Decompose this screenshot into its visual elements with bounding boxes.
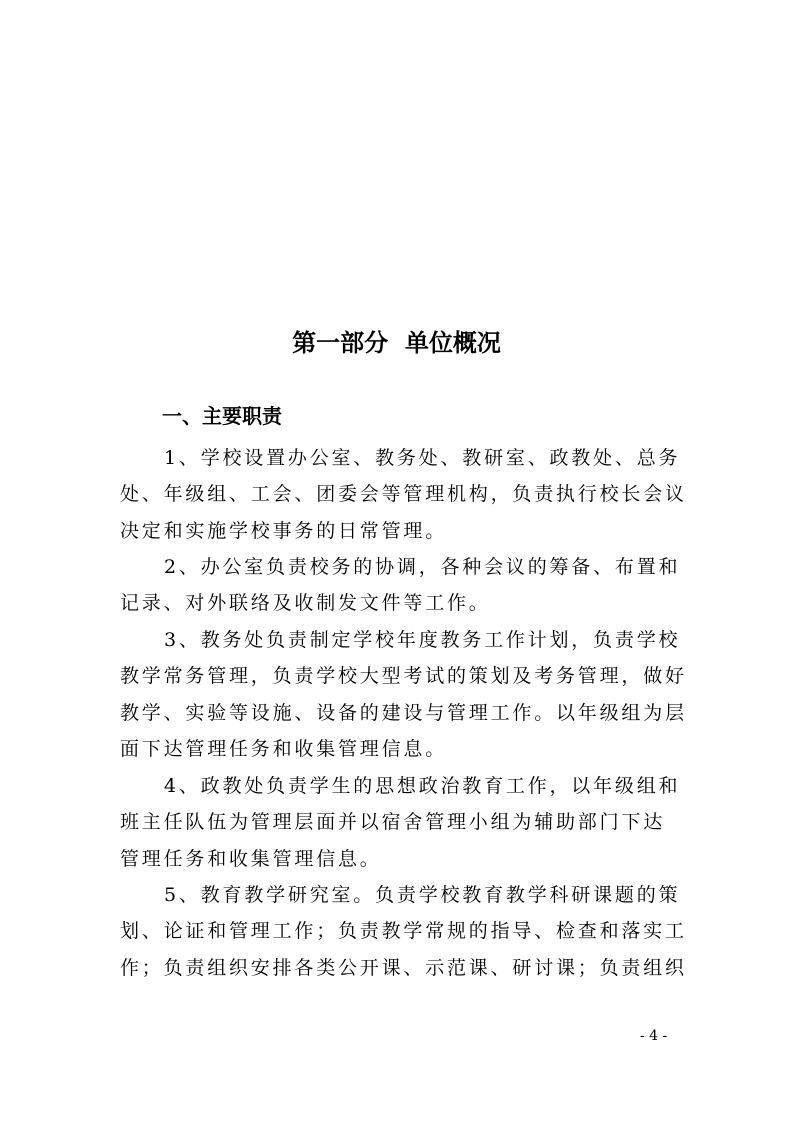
paragraph-line: 4、政教处负责学生的思想政治教育工作，以年级组和 xyxy=(164,775,681,797)
paragraph-line: 3、教务处负责制定学校年度教务工作计划，负责学校 xyxy=(164,629,681,651)
paragraph-line: 1、学校设置办公室、教务处、教研室、政教处、总务 xyxy=(164,447,681,469)
page-number: - 4 - xyxy=(640,1028,668,1044)
paragraph-2 xyxy=(120,549,680,622)
paragraph-line: 5、教育教学研究室。负责学校教育教学科研课题的策 xyxy=(164,884,681,906)
paragraph-line: 2、办公室负责校务的协调，各种会议的筹备、布置和 xyxy=(164,556,681,578)
paragraph-line: 面下达管理任务和收集管理信息。 xyxy=(120,738,448,761)
paragraph-line: 划、论证和管理工作；负责教学常规的指导、检查和落实工 xyxy=(120,920,687,943)
paragraph-5 xyxy=(120,877,687,986)
page-title: 第一部分 单位概况 xyxy=(292,329,501,357)
paragraph-4 xyxy=(120,768,680,877)
paragraph-line: 作；负责组织安排各类公开课、示范课、研讨课；负责组织 xyxy=(120,956,687,979)
paragraph-line: 记录、对外联络及收制发文件等工作。 xyxy=(120,592,491,615)
section-heading: 一、主要职责 xyxy=(162,404,282,428)
paragraph-line: 班主任队伍为管理层面并以宿舍管理小组为辅助部门下达 xyxy=(120,811,666,834)
paragraph-line: 管理任务和收集管理信息。 xyxy=(120,847,382,870)
paragraph-1 xyxy=(120,440,687,549)
paragraph-line: 教学、实验等设施、设备的建设与管理工作。以年级组为层 xyxy=(120,701,687,724)
paragraph-line: 处、年级组、工会、团委会等管理机构，负责执行校长会议 xyxy=(120,483,687,506)
paragraph-line: 决定和实施学校事务的日常管理。 xyxy=(120,519,448,542)
paragraph-3 xyxy=(120,622,687,768)
paragraph-line: 教学常务管理，负责学校大型考试的策划及考务管理，做好 xyxy=(120,665,687,688)
